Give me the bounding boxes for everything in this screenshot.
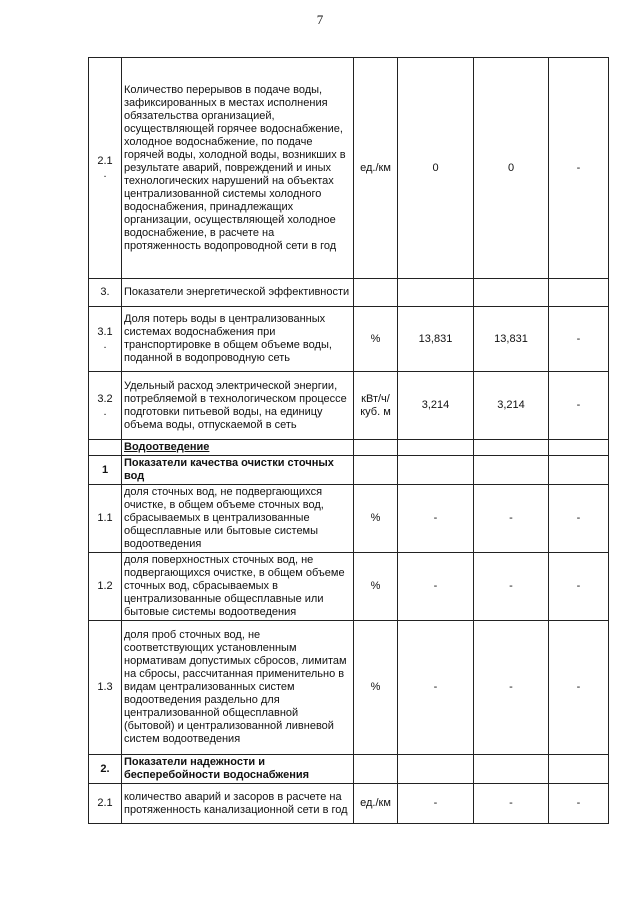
row-value-2: -: [474, 553, 549, 621]
row-description: доля поверхностных сточных вод, не подвергающихся очистке, в общем объеме сточных вод, сбрасываемых в централизованные общесплавные или бытовые системы водоотведения: [122, 553, 354, 621]
row-description: доля проб сточных вод, не соответствующих установленным нормативам допустимых сбросов, лимитам на сбросы, рассчитанная применительно в видам централизованных систем водоотведения раздельно для централизованной общесплавной (бытовой) и централизованной ливневой систем водоотведения: [122, 621, 354, 755]
indicators-table: [88, 57, 609, 824]
row-unit: ед./км: [354, 784, 398, 824]
row-unit: кВт/ч/ куб. м: [354, 372, 398, 440]
row-number: 1.1: [89, 485, 122, 553]
page-number: 7: [316, 12, 324, 27]
table-row: [89, 485, 609, 553]
row-number: 2.1 .: [89, 58, 122, 279]
row-number: 2.1: [89, 784, 122, 824]
table-row: [89, 307, 609, 372]
row-value-2: -: [474, 621, 549, 755]
row-value-1: -: [398, 553, 474, 621]
row-value-2: 3,214: [474, 372, 549, 440]
row-unit: %: [354, 485, 398, 553]
row-number: 1.3: [89, 621, 122, 755]
row-unit: %: [354, 553, 398, 621]
row-value-3: -: [549, 553, 609, 621]
row-value-2: -: [474, 784, 549, 824]
row-description: Доля потерь воды в централизованных системах водоснабжения при транспортировке в общем объеме воды, поданной в водопроводную сеть: [122, 307, 354, 372]
row-number: 3.1 .: [89, 307, 122, 372]
table-row: [89, 372, 609, 440]
table-row: [89, 279, 609, 307]
row-unit: %: [354, 307, 398, 372]
row-number: 2.: [89, 755, 122, 784]
row-unit: ед./км: [354, 58, 398, 279]
table-row: [89, 456, 609, 485]
section-title: Водоотведение: [122, 440, 354, 456]
section-row: [89, 440, 609, 456]
row-value-3: -: [549, 372, 609, 440]
table-row: [89, 553, 609, 621]
row-description: доля сточных вод, не подвергающихся очистке, в общем объеме сточных вод, сбрасываемых в централизованные общесплавные или бытовые системы водоотведения: [122, 485, 354, 553]
row-value-1: 3,214: [398, 372, 474, 440]
table-row: [89, 755, 609, 784]
table-row: [89, 621, 609, 755]
row-number: 1.2: [89, 553, 122, 621]
row-description: количество аварий и засоров в расчете на протяженность канализационной сети в год: [122, 784, 354, 824]
row-value-1: -: [398, 621, 474, 755]
row-description: Показатели надежности и бесперебойности водоснабжения: [122, 755, 354, 784]
row-value-1: 0: [398, 58, 474, 279]
row-value-1: -: [398, 784, 474, 824]
row-value-2: 0: [474, 58, 549, 279]
row-description: Показатели качества очистки сточных вод: [122, 456, 354, 485]
row-value-3: -: [549, 307, 609, 372]
row-description: Количество перерывов в подаче воды, зафиксированных в местах исполнения обязательства организацией, осуществляющей горячее водоснабжение, холодное водоснабжение, по подаче горячей воды, холодной воды, возникших в результате аварий, повреждений и иных технологических нарушений на объектах централизованной системы холодного водоснабжения, принадлежащих организации, осуществляющей холодное водоснабжение, в расчете на протяженность водопроводной сети в год: [122, 58, 354, 279]
row-description: Показатели энергетической эффективности: [122, 279, 354, 307]
row-value-3: -: [549, 621, 609, 755]
row-number: 3.2 .: [89, 372, 122, 440]
row-unit: %: [354, 621, 398, 755]
row-value-3: -: [549, 485, 609, 553]
row-value-3: -: [549, 58, 609, 279]
row-value-1: -: [398, 485, 474, 553]
table-row: [89, 784, 609, 824]
row-description: Удельный расход электрической энергии, потребляемой в технологическом процессе подготовки питьевой воды, на единицу объема воды, отпускаемой в сеть: [122, 372, 354, 440]
row-value-2: -: [474, 485, 549, 553]
table-row: [89, 58, 609, 279]
row-value-3: -: [549, 784, 609, 824]
row-number: 1: [89, 456, 122, 485]
row-number: 3.: [89, 279, 122, 307]
row-value-2: 13,831: [474, 307, 549, 372]
row-value-1: 13,831: [398, 307, 474, 372]
